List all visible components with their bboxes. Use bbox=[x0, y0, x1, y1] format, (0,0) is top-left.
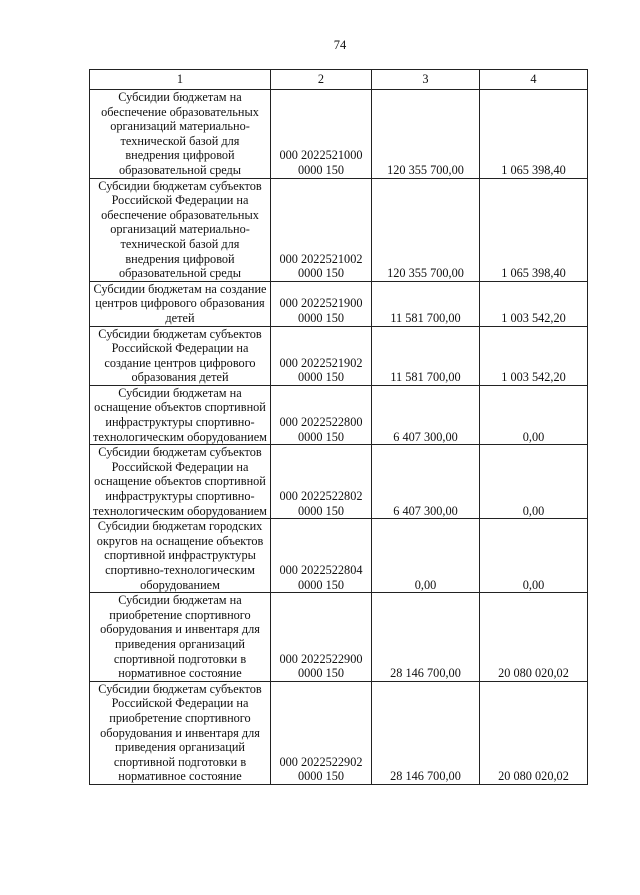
table-row bbox=[90, 519, 588, 593]
row-col3-amount: 28 146 700,00 bbox=[372, 681, 480, 784]
column-header-4: 4 bbox=[480, 70, 588, 90]
row-code: 000 2022522902 0000 150 bbox=[271, 681, 372, 784]
column-header-2: 2 bbox=[271, 70, 372, 90]
row-col4-amount: 1 065 398,40 bbox=[480, 90, 588, 179]
row-col4-amount: 0,00 bbox=[480, 519, 588, 593]
row-col4-amount: 1 003 542,20 bbox=[480, 281, 588, 326]
table-row bbox=[90, 281, 588, 326]
row-name: Субсидии бюджетам городских округов на оснащение объектов спортивной инфраструктуры спортивно-технологическим оборудованием bbox=[90, 519, 271, 593]
column-header-3: 3 bbox=[372, 70, 480, 90]
row-name: Субсидии бюджетам на обеспечение образовательных организаций материально-технической базой для внедрения цифровой образовательной среды bbox=[90, 90, 271, 179]
table-row bbox=[90, 593, 588, 682]
row-code: 000 2022522802 0000 150 bbox=[271, 445, 372, 519]
row-col4-amount: 20 080 020,02 bbox=[480, 681, 588, 784]
row-col3-amount: 11 581 700,00 bbox=[372, 281, 480, 326]
row-name: Субсидии бюджетам субъектов Российской Федерации на обеспечение образовательных организаций материально-технической базой для внедрения цифровой образовательной среды bbox=[90, 178, 271, 281]
row-name: Субсидии бюджетам субъектов Российской Федерации на создание центров цифрового образования детей bbox=[90, 326, 271, 385]
row-name: Субсидии бюджетам на приобретение спортивного оборудования и инвентаря для приведения организаций спортивной подготовки в нормативное состояние bbox=[90, 593, 271, 682]
row-col3-amount: 6 407 300,00 bbox=[372, 445, 480, 519]
row-code: 000 2022521002 0000 150 bbox=[271, 178, 372, 281]
table-row bbox=[90, 178, 588, 281]
table-row bbox=[90, 445, 588, 519]
table-row bbox=[90, 326, 588, 385]
row-col3-amount: 11 581 700,00 bbox=[372, 326, 480, 385]
budget-table bbox=[89, 69, 588, 785]
row-col4-amount: 0,00 bbox=[480, 445, 588, 519]
table-header-row bbox=[90, 70, 588, 90]
row-name: Субсидии бюджетам субъектов Российской Федерации на оснащение объектов спортивной инфраструктуры спортивно-технологическим оборудованием bbox=[90, 445, 271, 519]
row-name: Субсидии бюджетам субъектов Российской Федерации на приобретение спортивного оборудования и инвентаря для приведения организаций спортивной подготовки в нормативное состояние bbox=[90, 681, 271, 784]
row-col4-amount: 1 065 398,40 bbox=[480, 178, 588, 281]
row-col4-amount: 20 080 020,02 bbox=[480, 593, 588, 682]
row-code: 000 2022522804 0000 150 bbox=[271, 519, 372, 593]
row-code: 000 2022522800 0000 150 bbox=[271, 385, 372, 444]
row-code: 000 2022522900 0000 150 bbox=[271, 593, 372, 682]
row-col4-amount: 0,00 bbox=[480, 385, 588, 444]
row-col3-amount: 120 355 700,00 bbox=[372, 178, 480, 281]
row-name: Субсидии бюджетам на оснащение объектов спортивной инфраструктуры спортивно-технологическим оборудованием bbox=[90, 385, 271, 444]
row-col4-amount: 1 003 542,20 bbox=[480, 326, 588, 385]
table-row bbox=[90, 681, 588, 784]
table-row bbox=[90, 90, 588, 179]
row-name: Субсидии бюджетам на создание центров цифрового образования детей bbox=[90, 281, 271, 326]
row-code: 000 2022521000 0000 150 bbox=[271, 90, 372, 179]
column-header-1: 1 bbox=[90, 70, 271, 90]
row-col3-amount: 6 407 300,00 bbox=[372, 385, 480, 444]
page-number: 74 bbox=[333, 38, 347, 52]
table-row bbox=[90, 385, 588, 444]
row-col3-amount: 120 355 700,00 bbox=[372, 90, 480, 179]
row-col3-amount: 28 146 700,00 bbox=[372, 593, 480, 682]
row-code: 000 2022521900 0000 150 bbox=[271, 281, 372, 326]
row-col3-amount: 0,00 bbox=[372, 519, 480, 593]
row-code: 000 2022521902 0000 150 bbox=[271, 326, 372, 385]
